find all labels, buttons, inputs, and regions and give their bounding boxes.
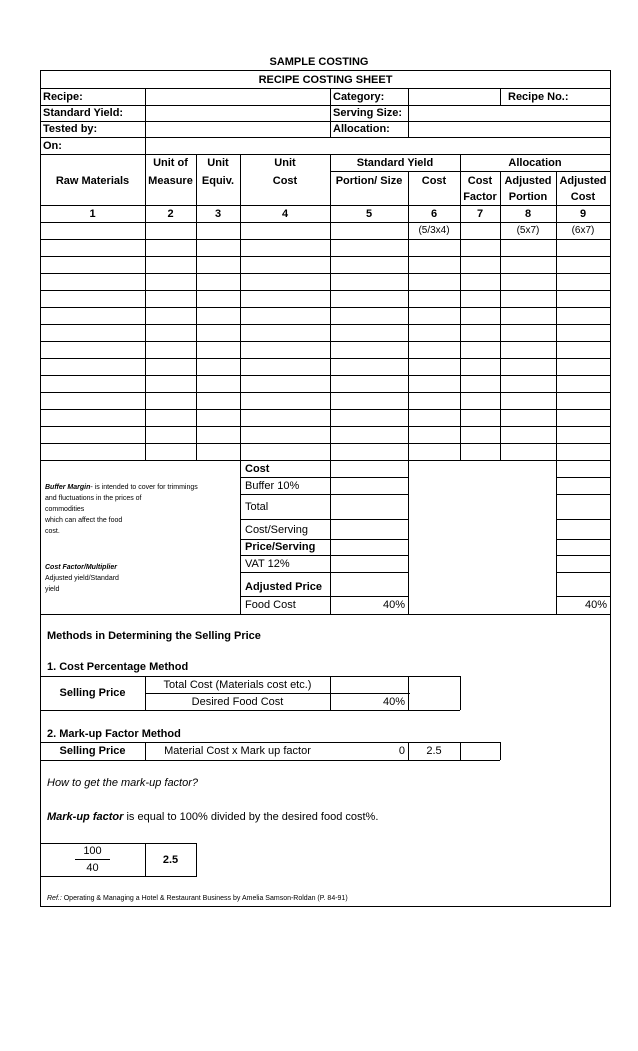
- formula-col8: (5x7): [516, 225, 540, 236]
- col-raw-materials: Raw Materials: [55, 174, 130, 187]
- recipe-label: Recipe:: [43, 90, 83, 103]
- summary-price-serving: Price/Serving: [245, 541, 316, 553]
- formula-col9: (6x7): [571, 225, 595, 236]
- methods-heading: Methods in Determining the Selling Price: [47, 630, 261, 642]
- standard-yield-label: Standard Yield:: [43, 107, 124, 119]
- method-1-denominator: Desired Food Cost: [191, 695, 284, 708]
- col-number: 8: [524, 207, 532, 220]
- sheet-title: RECIPE COSTING SHEET: [258, 73, 393, 86]
- cost-factor-title: Cost Factor/Multiplier: [45, 564, 117, 571]
- col-number: 6: [430, 207, 438, 220]
- food-cost-percentage: 40%: [382, 599, 405, 611]
- recipe-no-label: Recipe No.:: [508, 90, 569, 103]
- buffer-margin-line: and fluctuations in the prices of: [45, 495, 142, 502]
- col-measure: Measure: [148, 174, 193, 187]
- markup-definition-text: is equal to 100% divided by the desired food cost%.: [123, 811, 379, 823]
- formula-col6: (5/3x4): [418, 225, 450, 236]
- serving-size-label: Serving Size:: [333, 107, 403, 119]
- fraction-result: 2.5: [162, 853, 179, 866]
- tested-by-label: Tested by:: [43, 123, 98, 135]
- category-label: Category:: [333, 90, 385, 103]
- col-unit-of: Unit of: [153, 157, 188, 169]
- method-2-selling-price: Selling Price: [59, 745, 126, 757]
- buffer-margin-line: cost.: [45, 528, 60, 535]
- buffer-margin-text: - is intended to cover for trimmings: [90, 484, 198, 491]
- summary-adjusted-price: Adjusted Price: [245, 581, 323, 593]
- col-number: 5: [365, 207, 373, 220]
- reference-text: Operating & Managing a Hotel & Restaurant Business by Amelia Samson-Roldan (P. 84-91): [61, 895, 348, 902]
- summary-food-cost: Food Cost: [245, 599, 296, 611]
- col-adj-cost-2: Cost: [570, 191, 596, 203]
- method-2-factor: 2.5: [426, 745, 442, 757]
- col-portion-size: Portion/ Size: [335, 174, 403, 187]
- method-2-value: 0: [398, 745, 405, 757]
- col-adj-portion-1: Adjusted: [504, 174, 552, 187]
- summary-buffer: Buffer 10%: [245, 479, 300, 492]
- col-adj-portion-2: Portion: [508, 191, 548, 203]
- allocation-label: Allocation:: [333, 123, 390, 135]
- col-unit-cost-1: Unit: [274, 157, 296, 169]
- col-number: 2: [167, 207, 174, 220]
- method-1-selling-price: Selling Price: [59, 687, 126, 699]
- reference-note: [47, 895, 348, 902]
- on-label: On:: [43, 139, 62, 152]
- method-1-numerator: Total Cost (Materials cost etc.): [163, 678, 312, 691]
- food-cost-percentage-right: 40%: [584, 599, 607, 611]
- method-2-formula: Material Cost x Mark up factor: [164, 745, 311, 757]
- col-standard-yield: Standard Yield: [356, 157, 434, 169]
- summary-cost-serving: Cost/Serving: [245, 524, 308, 536]
- col-adj-cost-1: Adjusted: [559, 174, 607, 187]
- col-number: 1: [89, 207, 96, 220]
- cost-factor-line: yield: [45, 586, 60, 593]
- buffer-margin-title: Buffer Margin: [45, 484, 91, 491]
- col-sy-cost: Cost: [421, 174, 447, 187]
- col-cost-factor-1: Cost: [467, 174, 493, 187]
- summary-total: Total: [245, 500, 269, 513]
- markup-definition-term: Mark-up factor: [47, 811, 124, 823]
- summary-cost: Cost: [245, 462, 270, 475]
- col-allocation: Allocation: [508, 157, 562, 169]
- page-title: SAMPLE COSTING: [269, 56, 369, 68]
- col-unit-cost-2: Cost: [272, 174, 298, 187]
- col-number: 4: [281, 207, 289, 220]
- col-number: 3: [214, 207, 222, 220]
- buffer-margin-line: which can affect the food: [45, 517, 123, 524]
- fraction-denominator: 40: [86, 862, 99, 874]
- col-number: 9: [579, 207, 587, 220]
- col-cost-factor-2: Factor: [463, 191, 497, 203]
- method-1-percentage: 40%: [382, 695, 405, 708]
- markup-question: How to get the mark-up factor?: [47, 777, 199, 789]
- markup-definition: [47, 812, 378, 823]
- cost-factor-line: Adjusted yield/Standard: [45, 575, 119, 582]
- fraction-numerator: 100: [83, 845, 102, 857]
- summary-vat: VAT 12%: [245, 557, 290, 570]
- col-equiv: Equiv.: [201, 174, 235, 187]
- buffer-margin-line: commodities: [45, 506, 85, 513]
- method-2-title: 2. Mark-up Factor Method: [47, 728, 181, 740]
- col-number: 7: [476, 207, 484, 220]
- buffer-margin-note: [45, 484, 198, 491]
- reference-label: Ref.:: [47, 895, 62, 902]
- method-1-title: 1. Cost Percentage Method: [47, 661, 189, 673]
- col-unit: Unit: [207, 157, 229, 169]
